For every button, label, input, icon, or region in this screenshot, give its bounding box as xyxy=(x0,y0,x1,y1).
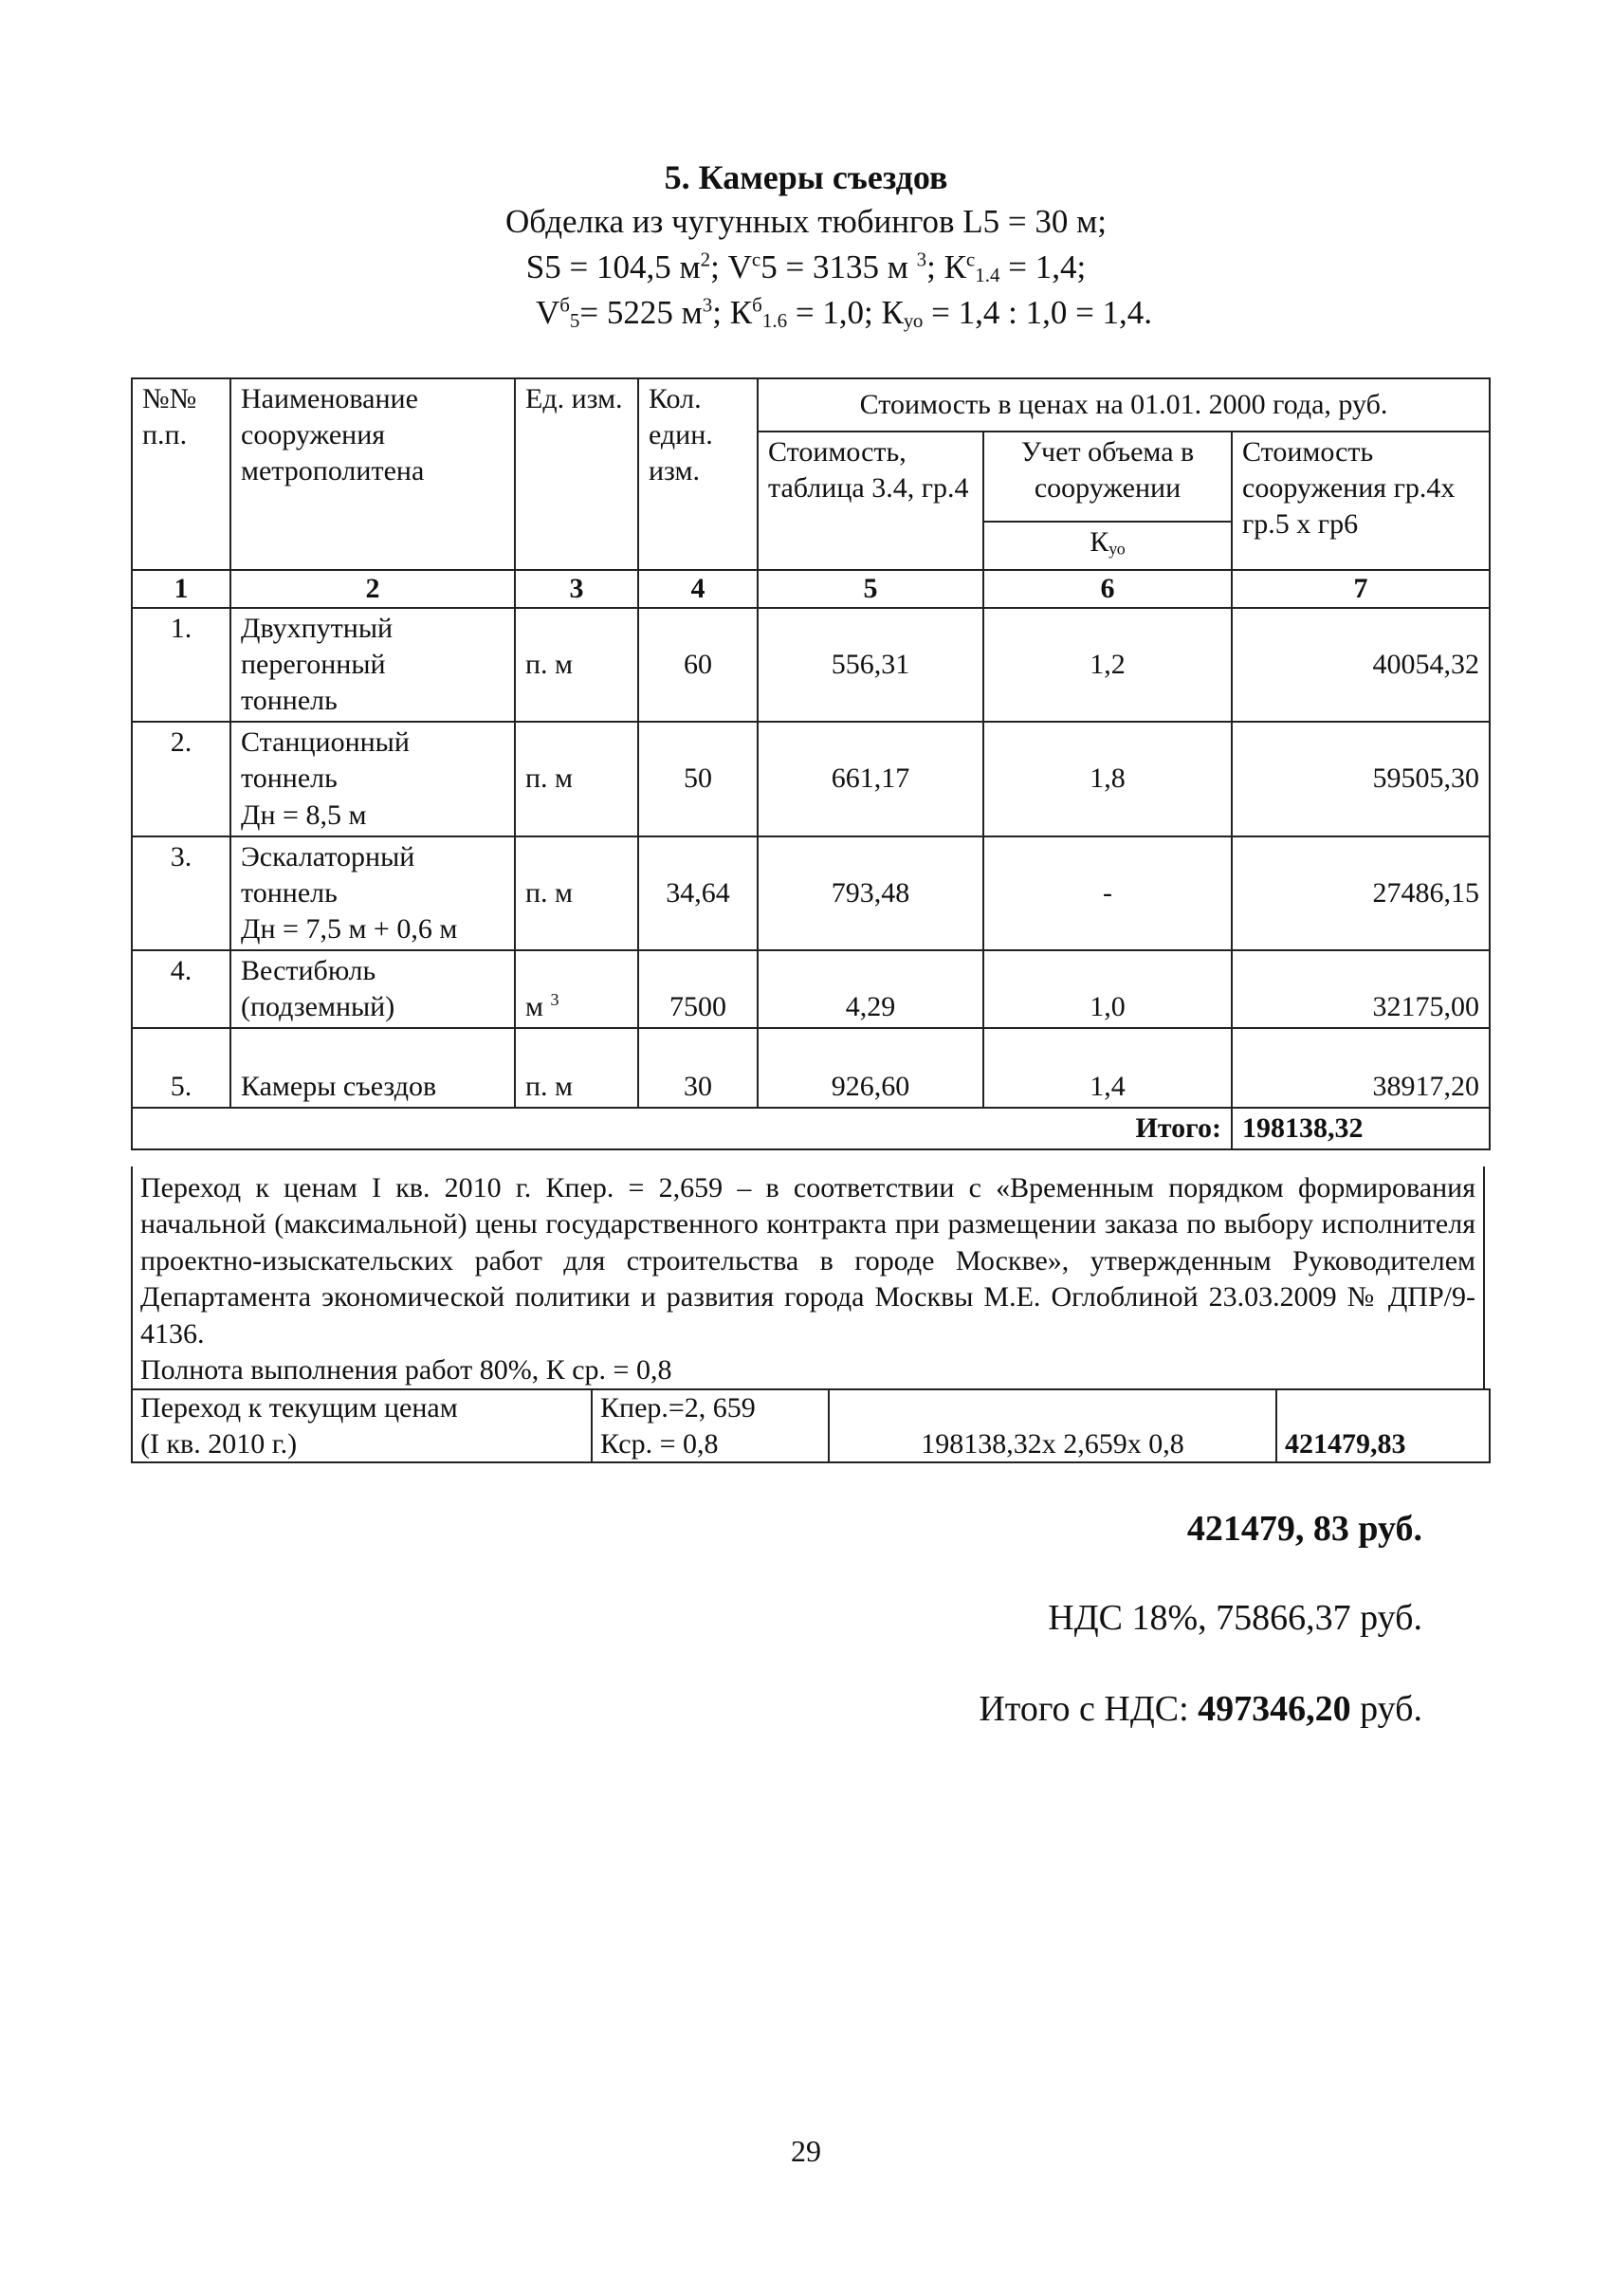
table-row xyxy=(132,722,1490,836)
header-kuo: $К_{уо}$ xyxy=(983,522,1232,570)
header-total-cost: Стоимость сооружения гр.4х гр.5 х гр6 xyxy=(1232,432,1490,570)
section-title: 5. Камеры съездов xyxy=(664,158,948,196)
total-row xyxy=(132,1108,1490,1149)
row-qty: 30 xyxy=(638,1028,758,1108)
page-number: 29 xyxy=(791,2134,821,2168)
table-row xyxy=(132,1028,1490,1108)
total-label: Итого: xyxy=(132,1108,1232,1149)
column-number: 2 xyxy=(230,570,515,608)
price-transfer-note xyxy=(131,1166,1485,1390)
row-num: 4. xyxy=(132,950,230,1028)
transfer-coefficients: Кпер.=2, 659 Кср. = 0,8 xyxy=(592,1389,829,1462)
row-kuo: 1,2 xyxy=(983,608,1232,722)
row-unit: п. м xyxy=(515,608,638,722)
row-qty: 60 xyxy=(638,608,758,722)
row-kuo: 1,4 xyxy=(983,1028,1232,1108)
summary-total-with-vat: Итого с НДС: 497346,20 руб. xyxy=(979,1689,1422,1729)
total-value: 198138,32 xyxy=(1232,1108,1490,1149)
row-unit: п. м xyxy=(515,722,638,836)
column-number: 7 xyxy=(1232,570,1490,608)
row-num: 5. xyxy=(132,1028,230,1108)
header-qty: Кол. един. изм. xyxy=(638,378,758,570)
header-cost-table: Стоимость, таблица 3.4, гр.4 xyxy=(758,432,983,570)
summary-amount: 421479, 83 руб. xyxy=(1186,1509,1422,1549)
row-kuo: 1,8 xyxy=(983,722,1232,836)
row-total: 32175,00 xyxy=(1232,950,1490,1028)
summary-vat: НДС 18%, 75866,37 руб. xyxy=(1048,1598,1422,1638)
area-volume-parameters: S5 = 104,5 $м^2$; $V^c5 = 3135$ м $^3$; $К^c_{1.4} = 1,4$; xyxy=(525,248,1087,287)
row-num: 2. xyxy=(132,722,230,836)
row-kuo: 1,0 xyxy=(983,950,1232,1028)
table-row xyxy=(132,608,1490,722)
header-cost-group: Стоимость в ценах на 01.01. 2000 года, руб. xyxy=(758,378,1490,432)
table-row xyxy=(132,836,1490,950)
row-qty: 34,64 xyxy=(638,836,758,950)
current-price-transfer xyxy=(131,1388,1491,1463)
coefficient-parameters: $V^б_5= 5225$ $м^3$; $К^б_{1.6} = 1,0$; $К_{уо} = 1,4$ : 1,0 = 1,4. xyxy=(535,293,1153,333)
row-name: Камеры съездов xyxy=(230,1028,515,1108)
transfer-label: Переход к текущим ценам (I кв. 2010 г.) xyxy=(132,1389,592,1462)
row-name: Эскалаторный тоннель Дн = 7,5 м + 0,6 м xyxy=(230,836,515,950)
row-num: 3. xyxy=(132,836,230,950)
row-total: 40054,32 xyxy=(1232,608,1490,722)
row-unit: п. м xyxy=(515,1028,638,1108)
row-total: 59505,30 xyxy=(1232,722,1490,836)
row-cost: 4,29 xyxy=(758,950,983,1028)
column-number: 6 xyxy=(983,570,1232,608)
row-cost: 556,31 xyxy=(758,608,983,722)
row-qty: 50 xyxy=(638,722,758,836)
row-unit: м $^3$ xyxy=(515,950,638,1028)
row-qty: 7500 xyxy=(638,950,758,1028)
row-num: 1. xyxy=(132,608,230,722)
row-cost: 926,60 xyxy=(758,1028,983,1108)
transfer-calculation: 198138,32х 2,659х 0,8 xyxy=(829,1389,1276,1462)
header-num: №№ п.п. xyxy=(132,378,230,570)
row-total: 27486,15 xyxy=(1232,836,1490,950)
lining-description: Обделка из чугунных тюбингов L5 = 30 м; xyxy=(505,203,1107,240)
row-name: Вестибюль (подземный) xyxy=(230,950,515,1028)
transfer-result: 421479,83 xyxy=(1276,1389,1490,1462)
row-cost: 661,17 xyxy=(758,722,983,836)
column-number-row xyxy=(132,570,1490,608)
row-total: 38917,20 xyxy=(1232,1028,1490,1108)
row-cost: 793,48 xyxy=(758,836,983,950)
column-number: 5 xyxy=(758,570,983,608)
table-row xyxy=(132,950,1490,1028)
completeness-note: Полнота выполнения работ 80%, К ср. = 0,8 xyxy=(140,1353,672,1386)
row-name: Двухпутный перегонный тоннель xyxy=(230,608,515,722)
header-unit: Ед. изм. xyxy=(515,378,638,570)
row-unit: п. м xyxy=(515,836,638,950)
row-name: Станционный тоннель Дн = 8,5 м xyxy=(230,722,515,836)
header-name: Наименование сооружения метрополитена xyxy=(230,378,515,570)
column-number: 3 xyxy=(515,570,638,608)
column-number: 1 xyxy=(132,570,230,608)
row-kuo: - xyxy=(983,836,1232,950)
note-paragraph: Переход к ценам I кв. 2010 г. Кпер. = 2,659 – в соответствии с «Временным порядком формирования начальной (максимальной) цены государственного контракта при размещении заказа по выбору исполнителя проектно-изыскательских работ для строительства в городе Москве», утвержденным Руководителем Департамента экономической политики и развития города Москвы М.Е. Оглоблиной 23.03.2009 № ДПР/9-4136. xyxy=(140,1172,1475,1350)
cost-table xyxy=(131,377,1491,1150)
column-number: 4 xyxy=(638,570,758,608)
header-volume: Учет объема в сооружении xyxy=(983,432,1232,522)
header-row xyxy=(132,378,1490,432)
